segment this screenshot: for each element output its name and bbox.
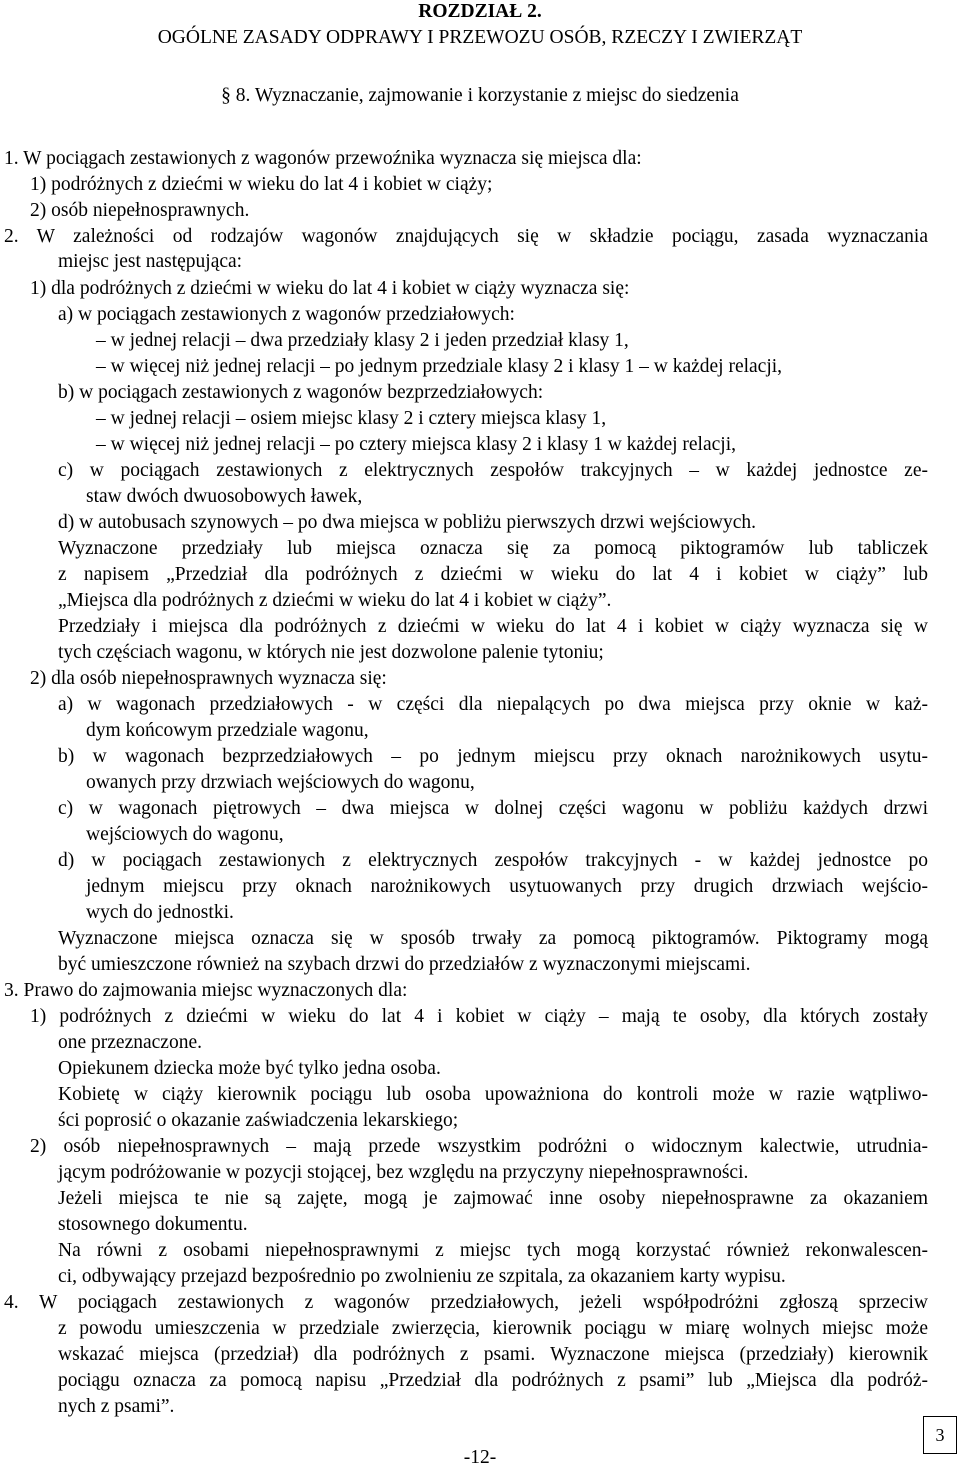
text-line: a) w wagonach przedziałowych - w części dla niepalących po dwa miejsca przy oknie w każ- <box>58 694 928 715</box>
text-line: stosownego dokumentu. <box>58 1214 248 1235</box>
text-line: – w jednej relacji – dwa przedziały klasy 2 i jeden przedział klasy 1, <box>96 330 629 351</box>
text-line: jednym miejscu przy oknach narożnikowych usytuowanych przy drugich drzwiach wejścio- <box>86 876 928 897</box>
text-line: 2) osób niepełnosprawnych. <box>30 200 250 221</box>
text-line: Przedziały i miejsca dla podróżnych z dziećmi w wieku do lat 4 i kobiet w ciąży wyznacza się w <box>58 616 928 637</box>
text-line: d) w autobusach szynowych – po dwa miejsca w pobliżu pierwszych drzwi wejściowych. <box>58 512 757 533</box>
text-line: wskazać miejsca (przedział) dla podróżnych z psami. Wyznaczone miejsca (przedziały) kierownik <box>58 1344 928 1365</box>
text-line: jącym podróżowanie w pozycji stojącej, bez względu na przyczyny niepełnosprawności. <box>58 1162 749 1183</box>
chapter-subtitle: OGÓLNE ZASADY ODPRAWY I PRZEWOZU OSÓB, RZECZY I ZWIERZĄT <box>157 27 803 48</box>
text-line: c) w pociągach zestawionych z elektrycznych zespołów trakcyjnych – w każdej jednostce ze- <box>58 460 928 481</box>
text-line: Wyznaczone miejsca oznacza się w sposób trwały za pomocą piktogramów. Piktogramy mogą <box>58 928 928 949</box>
text-line: 3. Prawo do zajmowania miejsc wyznaczonych dla: <box>4 980 408 1001</box>
text-line: 2) osób niepełnosprawnych – mają przede wszystkim podróżni o widocznym kalectwie, utrudnia- <box>30 1136 928 1157</box>
text-line: – w jednej relacji – osiem miejsc klasy 2 i cztery miejsca klasy 1, <box>96 408 607 429</box>
text-line: 4. W pociągach zestawionych z wagonów przedziałowych, jeżeli współpodróżni zgłoszą sprzeciw <box>4 1292 928 1313</box>
text-line: 1) dla podróżnych z dziećmi w wieku do lat 4 i kobiet w ciąży wyznacza się: <box>30 278 630 299</box>
text-line: tych częściach wagonu, w których nie jest dozwolone palenie tytoniu; <box>58 642 604 663</box>
section-title: § 8. Wyznaczanie, zajmowanie i korzystanie z miejsc do siedzenia <box>221 85 739 106</box>
text-line: owanych przy drzwiach wejściowych do wagonu, <box>86 772 475 793</box>
text-line: z powodu umieszczenia w przedziale zwierzęcia, kierownik pociągu w miarę wolnych miejsc może <box>58 1318 928 1339</box>
text-line: być umieszczone również na szybach drzwi do przedziałów z wyznaczonymi miejscami. <box>58 954 751 975</box>
text-line: Na równi z osobami niepełnosprawnymi z miejsc tych mogą korzystać również rekonwalescen- <box>58 1240 928 1261</box>
text-line: wejściowych do wagonu, <box>86 824 284 845</box>
text-line: ści poprosić o okazanie zaświadczenia lekarskiego; <box>58 1110 459 1131</box>
text-line: z napisem „Przedział dla podróżnych z dziećmi w wieku do lat 4 i kobiet w ciąży” lub <box>58 564 928 585</box>
text-line: Jeżeli miejsca te nie są zajęte, mogą je zajmować inne osoby niepełnosprawne za okazaniem <box>58 1188 928 1209</box>
text-line: a) w pociągach zestawionych z wagonów przedziałowych: <box>58 304 515 325</box>
text-line: c) w wagonach piętrowych – dwa miejsca w dolnej części wagonu w pobliżu każdych drzwi <box>58 798 928 819</box>
text-line: one przeznaczone. <box>58 1032 202 1053</box>
text-line: 2) dla osób niepełnosprawnych wyznacza się: <box>30 668 387 689</box>
text-line: wych do jednostki. <box>86 902 234 923</box>
text-line: – w więcej niż jednej relacji – po cztery miejsca klasy 2 i klasy 1 w każdej relacji, <box>96 434 736 455</box>
text-line: staw dwóch dwuosobowych ławek, <box>86 486 363 507</box>
text-line: dym końcowym przedziale wagonu, <box>86 720 369 741</box>
text-line: 1) podróżnych z dziećmi w wieku do lat 4 i kobiet w ciąży; <box>30 174 493 195</box>
chapter-title: ROZDZIAŁ 2. <box>418 1 542 22</box>
page-number: -12- <box>463 1447 497 1468</box>
text-line: pociągu oznacza za pomocą napisu „Przedział dla podróżnych z psami” lub „Miejsca dla podróż- <box>58 1370 928 1391</box>
text-line: Opiekunem dziecka może być tylko jedna osoba. <box>58 1058 441 1079</box>
text-line: 2. W zależności od rodzajów wagonów znajdujących się w składzie pociągu, zasada wyznaczania <box>4 226 928 247</box>
text-line: miejsc jest następująca: <box>58 251 243 272</box>
page-box-number: 3 <box>923 1416 957 1454</box>
text-line: – w więcej niż jednej relacji – po jednym przedziale klasy 2 i klasy 1 – w każdej relacji, <box>96 356 783 377</box>
text-line: b) w wagonach bezprzedziałowych – po jednym miejscu przy oknach narożnikowych usytu- <box>58 746 928 767</box>
text-line: nych z psami”. <box>58 1396 175 1417</box>
text-line: „Miejsca dla podróżnych z dziećmi w wieku do lat 4 i kobiet w ciąży”. <box>58 590 612 611</box>
text-line: 1. W pociągach zestawionych z wagonów przewoźnika wyznacza się miejsca dla: <box>4 148 642 169</box>
text-line: Kobietę w ciąży kierownik pociągu lub osoba upoważniona do kontroli może w razie wątpliwo- <box>58 1084 928 1105</box>
text-line: b) w pociągach zestawionych z wagonów bezprzedziałowych: <box>58 382 544 403</box>
text-line: d) w pociągach zestawionych z elektrycznych zespołów trakcyjnych - w każdej jednostce po <box>58 850 928 871</box>
text-line: ci, odbywający przejazd bezpośrednio po zwolnieniu ze szpitala, za okazaniem karty wypisu. <box>58 1266 786 1287</box>
text-line: 1) podróżnych z dziećmi w wieku do lat 4 i kobiet w ciąży – mają te osoby, dla których zostały <box>30 1006 928 1027</box>
text-line: Wyznaczone przedziały lub miejsca oznacza się za pomocą piktogramów lub tabliczek <box>58 538 928 559</box>
